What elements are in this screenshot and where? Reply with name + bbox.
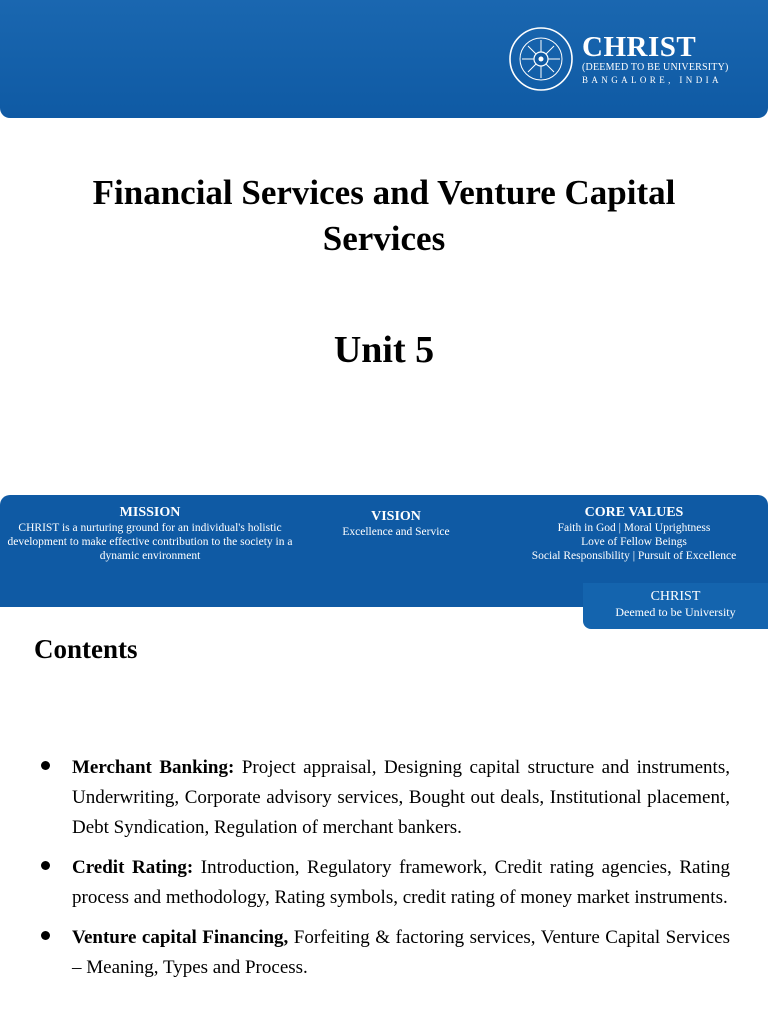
logo-subtitle: (DEEMED TO BE UNIVERSITY) [582, 62, 729, 73]
christ-tab-subtitle: Deemed to be University [615, 605, 736, 619]
mission-text: CHRIST is a nurturing ground for an individual's holistic development to make effective contribution to the society in a dynamic environment [7, 522, 293, 562]
mission-heading: MISSION [119, 505, 181, 520]
item-text: Project appraisal, Designing capital structure and instruments, Underwriting, Corporate advisory services, Bought out deals, Institutional placement, Debt Syndication, Regulation of merchant bankers. [72, 757, 730, 838]
item-text: Forfeiting & factoring services, Venture Capital Services – Meaning, Types and Process. [72, 927, 731, 978]
item-label: Venture capital Financing, [72, 927, 289, 948]
logo-text [582, 32, 729, 86]
list-item [38, 753, 730, 843]
logo-location: BANGALORE, INDIA [582, 75, 722, 85]
university-logo [508, 26, 729, 92]
item-label: Credit Rating: [72, 857, 194, 878]
logo-name: CHRIST [582, 31, 697, 63]
christ-tab [583, 583, 768, 629]
unit-label: Unit 5 [333, 329, 435, 371]
item-text: Introduction, Regulatory framework, Credit rating agencies, Rating process and methodology, Rating symbols, credit rating of money market instruments. [72, 857, 731, 908]
values-line-3: Social Responsibility | Pursuit of Excellence [531, 550, 737, 562]
item-label: Merchant Banking: [72, 757, 235, 778]
vision-block [316, 509, 476, 539]
bullet-icon [41, 861, 50, 870]
bullet-icon [41, 931, 50, 940]
list-item [38, 923, 730, 983]
values-line-1: Faith in God | Moral Uprightness [557, 522, 711, 534]
slide-title: Financial Services and Venture Capital Services [92, 173, 676, 258]
contents-heading: Contents [34, 634, 138, 664]
core-values-block [500, 505, 768, 563]
contents-list [38, 753, 730, 993]
vision-text: Excellence and Service [342, 526, 450, 538]
vision-heading: VISION [371, 509, 421, 524]
bullet-icon [41, 761, 50, 770]
christ-tab-name: CHRIST [650, 589, 701, 604]
mission-block [0, 505, 300, 563]
university-seal-icon [508, 26, 574, 92]
values-line-2: Love of Fellow Beings [581, 536, 687, 548]
list-item [38, 853, 730, 913]
header-band [0, 0, 768, 118]
values-heading: CORE VALUES [584, 505, 684, 520]
